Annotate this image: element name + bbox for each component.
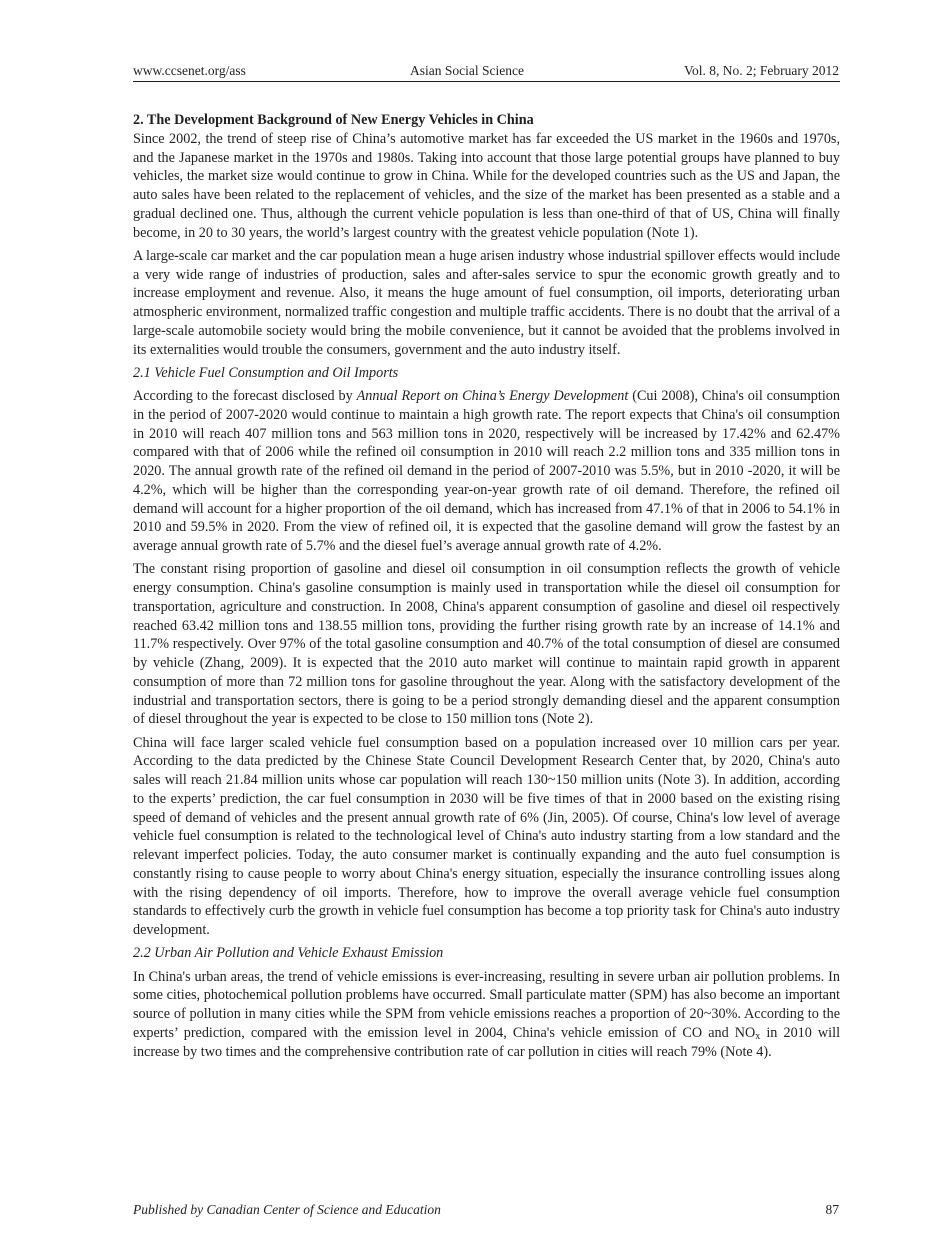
paragraph-text: (Cui 2008), China's oil consumption in the period of 2007-2020 would continue to maintain a high growth rate. The report expects that China's oil consumption in 2010 will reach 407 million tons and 563 million tons in 2020, respectively will be increased by 17.42% and 62.47% compared with that of 2006 while the refined oil consumption in 2010 will reach 2.2 million tons and 335 million tons in 2020. The annual growth rate of the refined oil demand in the period of 2007-2010 was 5.5%, but in 2010 -2020, it will be 4.2%, which will be higher than the corresponding year-on-year growth rate of oil demand. Therefore, the refined oil demand will account for a higher proportion of the oil demand, which has increased from 47.1% of that in 2006 to 54.1% in 2010 and 59.5% in 2020. From the view of refined oil, it is expected that the gasoline demand will grow the fastest by an average annual growth rate of 5.7% and the diesel fuel’s average annual growth rate of 4.2%.: [133, 388, 840, 554]
paragraph-text: in 2010 will increase by two times and the comprehensive contribution rate of car pollution in cities will reach 79% (Note 4).: [133, 1024, 841, 1060]
paragraph-text: According to the forecast disclosed by: [133, 388, 357, 404]
header-rule: [133, 81, 840, 82]
header-url: www.ccsenet.org/ass: [133, 63, 246, 78]
header-journal-name: Asian Social Science: [410, 63, 524, 78]
article-body: [133, 111, 840, 1066]
section-paragraph-2: A large-scale car market and the car population mean a huge arisen industry whose industrial spillover effects would include a very wide range of industries of production, sales and after-sales service to spur the economic growth greatly and to increase employment and revenue. Also, it means the huge amount of fuel consumption, oil imports, deteriorating urban atmospheric environment, normalized traffic congestion and multiple traffic accidents. There is no doubt that the arrival of a large-scale automobile society would bring the mobile convenience, but it cannot be avoided that the problems involved in its externalities would trouble the consumers, government and the auto industry itself.: [133, 247, 840, 358]
running-footer: [133, 1201, 839, 1221]
subsection-heading-fuel: 2.1 Vehicle Fuel Consumption and Oil Imports: [133, 364, 399, 381]
footer-publisher: Published by Canadian Center of Science and Education: [133, 1202, 441, 1217]
subsection-fuel-paragraph-1: [133, 387, 840, 556]
subsection-fuel-paragraph-3: China will face larger scaled vehicle fuel consumption based on a population increased over 10 million cars per year. According to the data predicted by the Chinese State Council Development Research Center that, by 2020, China's auto sales will reach 21.84 million units whose car population will reach 130~150 million units (Note 3). In addition, according to the experts’ prediction, the car fuel consumption in 2030 will be five times of that in 2000 based on the existing rising speed of demand of vehicles and the present annual growth rate of 6% (Jin, 2005). Of course, China's low level of average vehicle fuel consumption is related to the technological level of China's auto industry starting from a low standard and the relevant imperfect policies. Today, the auto consumer market is continually expanding and the auto fuel consumption is constantly rising to cause people to worry about China's energy situation, especially the insurance controlling issues along with the rising dependency of oil imports. Therefore, how to improve the overall average vehicle fuel consumption standards to effectively curb the growth in vehicle fuel consumption has become a top priority task for China's auto industry development.: [133, 734, 840, 938]
section-heading: 2. The Development Background of New Energy Vehicles in China: [133, 112, 534, 128]
section-paragraph-1: Since 2002, the trend of steep rise of China’s automotive market has far exceeded the US market in the 1960s and 1970s, and the Japanese market in the 1970s and 1980s. Taking into account that those large potential groups have planned to buy vehicles, the market size would continue to grow in China. While for the developed countries such as the US and Japan, the auto sales have been related to the replacement of vehicles, and the size of the market has been presented as a stable and a gradual declined one. Thus, although the current vehicle population is less than one-third of that of US, China will finally become, in 20 to 30 years, the world’s largest country with the greatest vehicle population (Note 1).: [133, 130, 840, 241]
subsection-fuel-paragraph-2: The constant rising proportion of gasoline and diesel oil consumption in oil consumption reflects the growth of vehicle energy consumption. China's gasoline consumption is mainly used in transportation while the diesel oil consumption for transportation, agriculture and construction. In 2008, China's apparent consumption of gasoline and diesel oil respectively reached 63.42 million tons and 138.55 million tons, providing the further rising growth rate by an increase of 14.1% and 11.7% respectively. Over 97% of the total gasoline consumption and 40.7% of the total consumption of diesel are consumed by vehicle (Zhang, 2009). It is expected that the 2010 auto market will continue to maintain rapid growth in apparent consumption of more than 72 million tons for gasoline throughout the year. Along with the satisfactory development of the industrial and transportation sectors, there is going to be a period strongly demanding diesel and the apparent consumption of diesel throughout the year is expected to be close to 150 million tons (Note 2).: [133, 561, 840, 728]
header-issue: Vol. 8, No. 2; February 2012: [684, 63, 839, 78]
paragraph-text: In China's urban areas, the trend of vehicle emissions is ever-increasing, resulting in severe urban air pollution problems. In some cities, photochemical pollution problems have occurred. Small particulate matter (SPM) has also become an important source of pollution in many cities while the SPM from vehicle emissions reaches a proportion of 20~30%. According to the experts’ prediction, compared with the emission level in 2004, China's vehicle emission of CO and NO: [133, 968, 840, 1041]
subscript-x: x: [755, 1030, 761, 1042]
page-number: 87: [825, 1202, 839, 1217]
running-header: [133, 62, 839, 82]
report-title: Annual Report on China’s Energy Development: [356, 388, 629, 404]
subsection-heading-pollution: 2.2 Urban Air Pollution and Vehicle Exhaust Emission: [133, 945, 444, 962]
subsection-pollution-paragraph-1: [133, 968, 840, 1062]
